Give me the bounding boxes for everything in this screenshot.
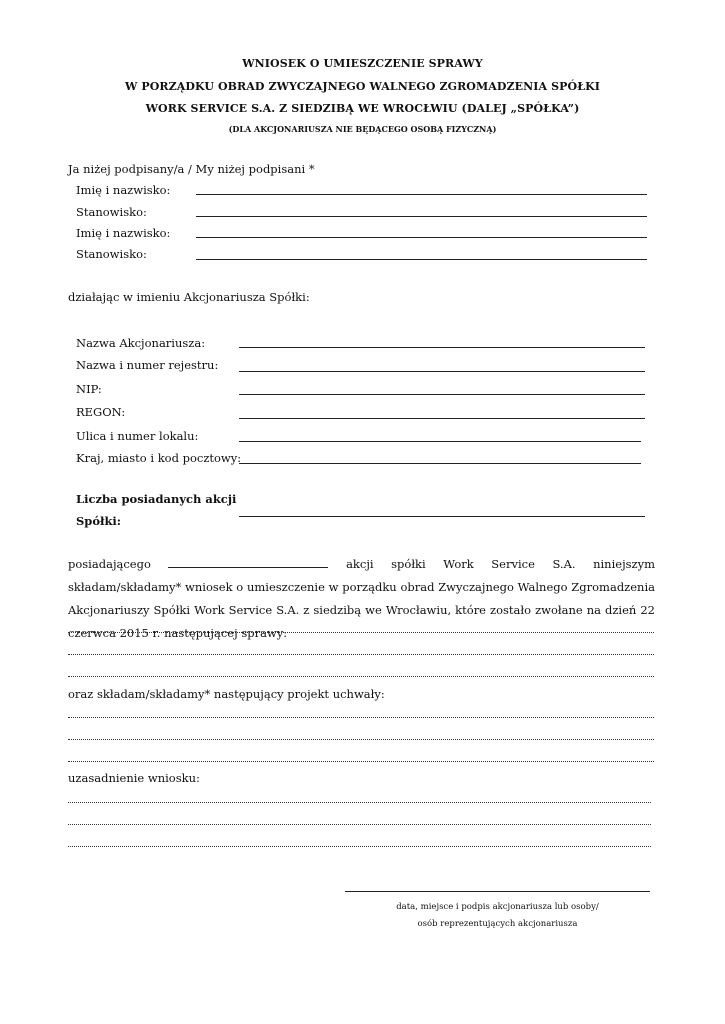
resolution-line-1[interactable] bbox=[68, 717, 654, 718]
matter-line-2[interactable] bbox=[68, 654, 654, 655]
city-field[interactable] bbox=[239, 463, 641, 464]
regon-label: REGON: bbox=[76, 405, 126, 419]
title-line-1: WNIOSEK O UMIESZCZENIE SPRAWY bbox=[242, 57, 483, 70]
signer-position-label-2: Stanowisko: bbox=[76, 247, 147, 261]
signature-caption-2: osób reprezentujących akcjonariusza bbox=[417, 919, 578, 929]
justification-label: uzasadnienie wniosku: bbox=[68, 771, 200, 785]
request-text: akcji spółki Work Service S.A. niniejszym składam/składamy* wniosek o umieszczenie w porządku obrad Zwyczajnego Walnego Zgromadzenia Akcjonariuszy Spółki Work Service S.A. z siedzibą we Wrocławiu, które zostało zwołane na dzień 22 czerwca 2015 r. następującej sprawy: bbox=[68, 557, 656, 640]
signer-position-field-1[interactable] bbox=[196, 216, 647, 217]
regon-field[interactable] bbox=[239, 418, 645, 419]
resolution-line-3[interactable] bbox=[68, 761, 654, 762]
registry-field[interactable] bbox=[239, 371, 645, 372]
nip-field[interactable] bbox=[239, 394, 645, 395]
signer-name-field-1[interactable] bbox=[196, 194, 647, 195]
resolution-line-2[interactable] bbox=[68, 739, 654, 740]
signer-name-label-1: Imię i nazwisko: bbox=[76, 183, 171, 197]
signer-name-label-2: Imię i nazwisko: bbox=[76, 226, 171, 240]
request-prefix: posiadającego bbox=[68, 557, 151, 571]
matter-line-1[interactable] bbox=[68, 632, 654, 633]
justification-line-2[interactable] bbox=[68, 824, 651, 825]
street-field[interactable] bbox=[239, 441, 641, 442]
signature-caption-1: data, miejsce i podpis akcjonariusza lub osoby/ bbox=[396, 902, 599, 912]
justification-line-1[interactable] bbox=[68, 802, 651, 803]
title-line-2: W PORZĄDKU OBRAD ZWYCZAJNEGO WALNEGO ZGROMADZENIA SPÓŁKI bbox=[124, 80, 601, 93]
shareholder-name-label: Nazwa Akcjonariusza: bbox=[76, 336, 206, 350]
shares-count-field[interactable] bbox=[239, 516, 645, 517]
title-line-3: WORK SERVICE S.A. Z SIEDZIBĄ WE WROCŁWIU (DALEJ „SPÓŁKA”) bbox=[145, 102, 580, 115]
registry-label: Nazwa i numer rejestru: bbox=[76, 358, 219, 372]
shareholder-name-field[interactable] bbox=[239, 347, 645, 348]
shares-label-line-2: Spółki: bbox=[76, 514, 122, 528]
signer-position-label-1: Stanowisko: bbox=[76, 205, 147, 219]
nip-label: NIP: bbox=[76, 382, 102, 396]
shares-label-line-1: Liczba posiadanych akcji bbox=[76, 492, 237, 506]
signature-field[interactable] bbox=[345, 891, 650, 892]
matter-line-3[interactable] bbox=[68, 676, 654, 677]
form-subtitle: (DLA AKCJONARIUSZA NIE BĘDĄCEGO OSOBĄ FIZYCZNĄ) bbox=[228, 124, 497, 134]
city-label: Kraj, miasto i kod pocztowy: bbox=[76, 451, 242, 465]
street-label: Ulica i numer lokalu: bbox=[76, 429, 199, 443]
resolution-label: oraz składam/składamy* następujący projekt uchwały: bbox=[68, 687, 385, 701]
acting-on-behalf: działając w imieniu Akcjonariusza Spółki: bbox=[68, 290, 310, 304]
signers-intro: Ja niżej podpisany/a / My niżej podpisani * bbox=[68, 162, 315, 176]
signer-name-field-2[interactable] bbox=[196, 237, 647, 238]
signer-position-field-2[interactable] bbox=[196, 259, 647, 260]
justification-line-3[interactable] bbox=[68, 846, 651, 847]
shares-held-field[interactable] bbox=[168, 558, 328, 568]
